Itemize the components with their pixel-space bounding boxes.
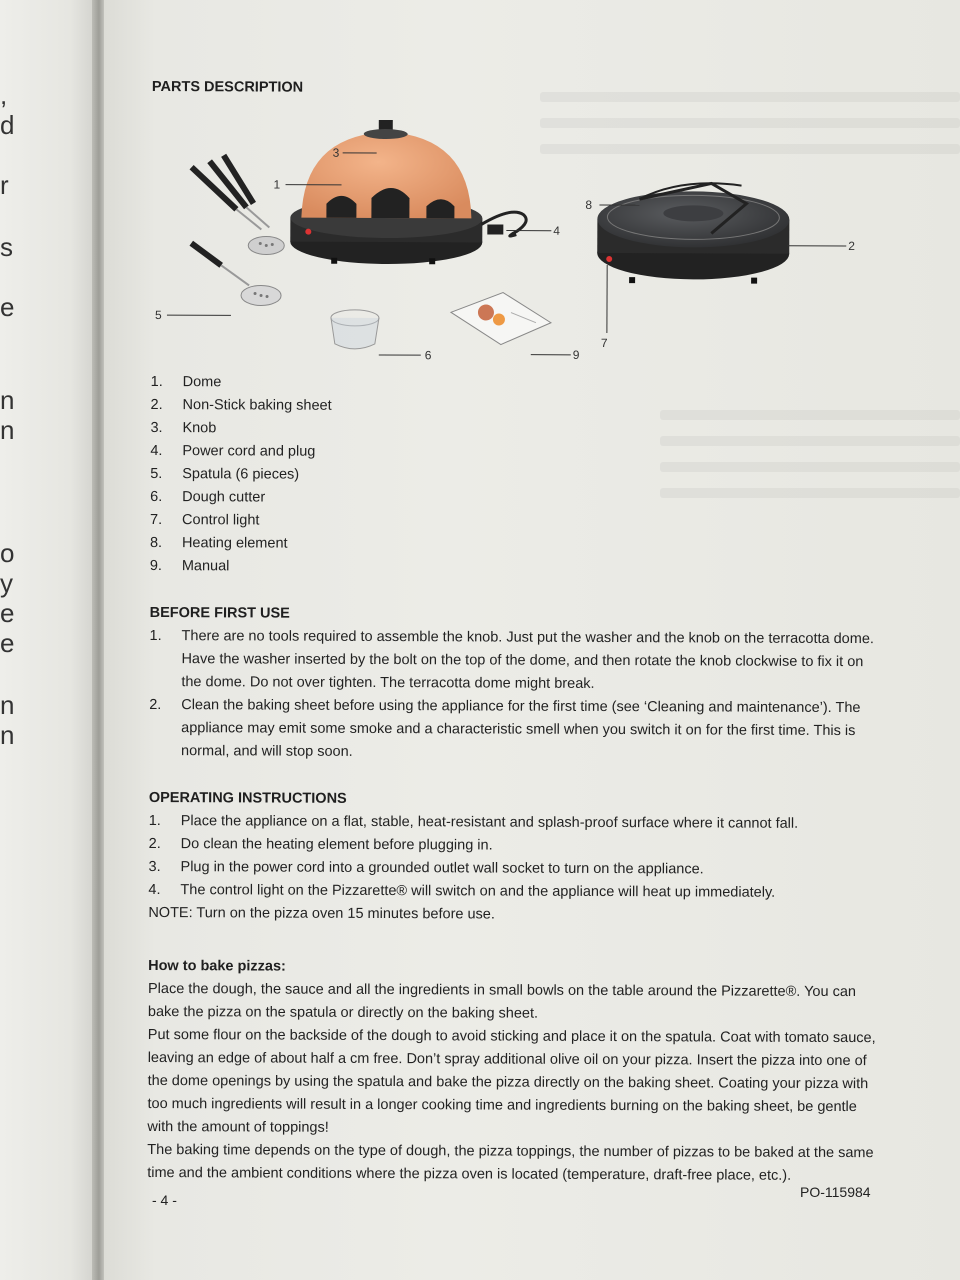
before-first-use-section (149, 602, 888, 766)
item-label: Manual (181, 558, 230, 575)
item-number: 8. (149, 534, 163, 552)
edge-char: o (0, 538, 15, 568)
edge-char: e (0, 292, 15, 322)
item-number: 9. (149, 557, 162, 575)
dough-cutter-illustration (331, 310, 379, 349)
edge-char: e (0, 598, 15, 628)
step-number: 4. (148, 881, 161, 899)
note-text: NOTE: Turn on the pizza oven 15 minutes before use. (148, 904, 495, 923)
operating-instructions-section (148, 787, 887, 928)
callout-number: 7 (600, 335, 608, 350)
step-number: 1. (148, 812, 161, 830)
item-label: Spatula (6 pieces) (182, 466, 300, 483)
parts-list (150, 371, 889, 581)
list-item (151, 394, 889, 420)
item-label: Control light (182, 512, 260, 529)
how-to-bake-section (147, 955, 886, 1188)
edge-char: n (0, 415, 15, 445)
item-number: 2. (150, 396, 163, 414)
steps-list (148, 810, 886, 905)
callout-number: 5 (154, 308, 162, 323)
left-page-edge (0, 0, 100, 1280)
paragraph: Put some flour on the backside of the dough to avoid sticking and place it on the spatula. Coat with tomato sauce, leaving an edge of about half a cm free. Don’t spray additional olive oil on your pizza. Insert the pizza into one of the dome openings by using the spatula and bake the pizza directly on the baking sheet. Coating your pizza with too much ingredients will result in a longer cooking time and ingredients burning on the baking sheet, be gentle with the amount of toppings! (147, 1026, 876, 1136)
list-item (149, 694, 887, 766)
item-number: 1. (150, 373, 163, 391)
steps-list (149, 625, 888, 766)
item-number: 4. (150, 442, 163, 460)
list-item (150, 555, 888, 581)
paragraph: Place the dough, the sauce and all the ingredients in small bowls on the table around the Pizzarette®. You can bake the pizza on the spatula or directly on the baking sheet. (147, 980, 857, 1022)
item-label: Dome (182, 374, 222, 391)
callout-number: 6 (424, 348, 432, 363)
page-number: - 4 - (152, 1192, 177, 1208)
step-number: 3. (148, 858, 161, 876)
callout-number: 1 (273, 177, 281, 192)
callout-number: 4 (553, 223, 561, 238)
step-text: The control light on the Pizzarette® will switch on and the appliance will heat up immediately. (180, 882, 776, 901)
section-heading: OPERATING INSTRUCTIONS (148, 789, 347, 807)
manual-illustration (451, 292, 551, 344)
item-number: 5. (150, 465, 163, 483)
callout-number: 2 (848, 239, 855, 254)
edge-char: n (0, 385, 15, 415)
step-number: 1. (149, 627, 162, 645)
callout-number: 9 (572, 347, 580, 362)
baking-plate-illustration (597, 183, 789, 284)
item-label: Knob (182, 420, 217, 437)
section-heading: BEFORE FIRST USE (149, 604, 290, 622)
item-number: 3. (150, 419, 163, 437)
step-text: Clean the baking sheet before using the appliance for the first time (see ‘Cleaning and maintenance’). The appliance may emit some smoke and a characteristic smell when you switch it on for the first time. This is normal, and will stop soon. (181, 697, 861, 760)
item-label: Heating element (181, 535, 288, 552)
step-number: 2. (149, 696, 162, 714)
item-label: Power cord and plug (182, 443, 316, 460)
list-item (150, 417, 888, 443)
list-item (148, 856, 886, 882)
list-item (150, 440, 888, 466)
list-item (149, 625, 887, 697)
step-text: There are no tools required to assemble the knob. Just put the washer and the knob on the terracotta dome. Have the washer inserted by the bolt on the top of the dome, and then rotate the knob clockwise to fix it on the dome. Do not over tighten. The terracotta dome might break. (181, 628, 874, 692)
step-text: Plug in the power cord into a grounded outlet wall socket to turn on the appliance. (180, 859, 704, 878)
list-item (151, 371, 889, 397)
list-item (150, 486, 888, 512)
product-illustration (151, 105, 855, 374)
step-text: Do clean the heating element before plugging in. (180, 836, 493, 854)
edge-char: s (0, 232, 13, 262)
pizzarette-dome-illustration (290, 120, 526, 265)
section-heading: How to bake pizzas: (148, 957, 286, 975)
edge-char: d (0, 110, 15, 140)
edge-char: e (0, 628, 15, 658)
edge-char: r (0, 170, 9, 200)
callout-number: 8 (585, 197, 593, 212)
spatulas-illustration (191, 155, 285, 305)
list-item (150, 532, 888, 558)
item-number: 7. (150, 511, 163, 529)
callout-number: 3 (332, 145, 340, 160)
page-content (147, 76, 890, 1188)
edge-char: n (0, 690, 15, 720)
edge-char: n (0, 720, 15, 750)
list-item (149, 810, 887, 836)
list-item (148, 879, 886, 905)
item-label: Dough cutter (182, 489, 266, 506)
item-label: Non-Stick baking sheet (182, 397, 332, 414)
edge-char: y (0, 568, 13, 598)
step-number: 2. (148, 835, 161, 853)
list-item (150, 463, 888, 489)
list-item (150, 509, 888, 535)
list-item (149, 833, 887, 859)
step-text: Place the appliance on a flat, stable, heat-resistant and splash-proof surface where it cannot fall. (180, 813, 799, 832)
parts-heading: PARTS DESCRIPTION (151, 78, 304, 96)
parts-figure (151, 105, 890, 374)
item-number: 6. (150, 488, 163, 506)
product-code: PO-115984 (800, 1184, 871, 1200)
manual-page (104, 0, 960, 1280)
paragraph: The baking time depends on the type of dough, the pizza toppings, the number of pizzas to be baked at the same time and the ambient conditions where the pizza oven is located (temperature, draft-free place, etc.). (147, 1141, 874, 1184)
edge-char: , (0, 80, 8, 110)
